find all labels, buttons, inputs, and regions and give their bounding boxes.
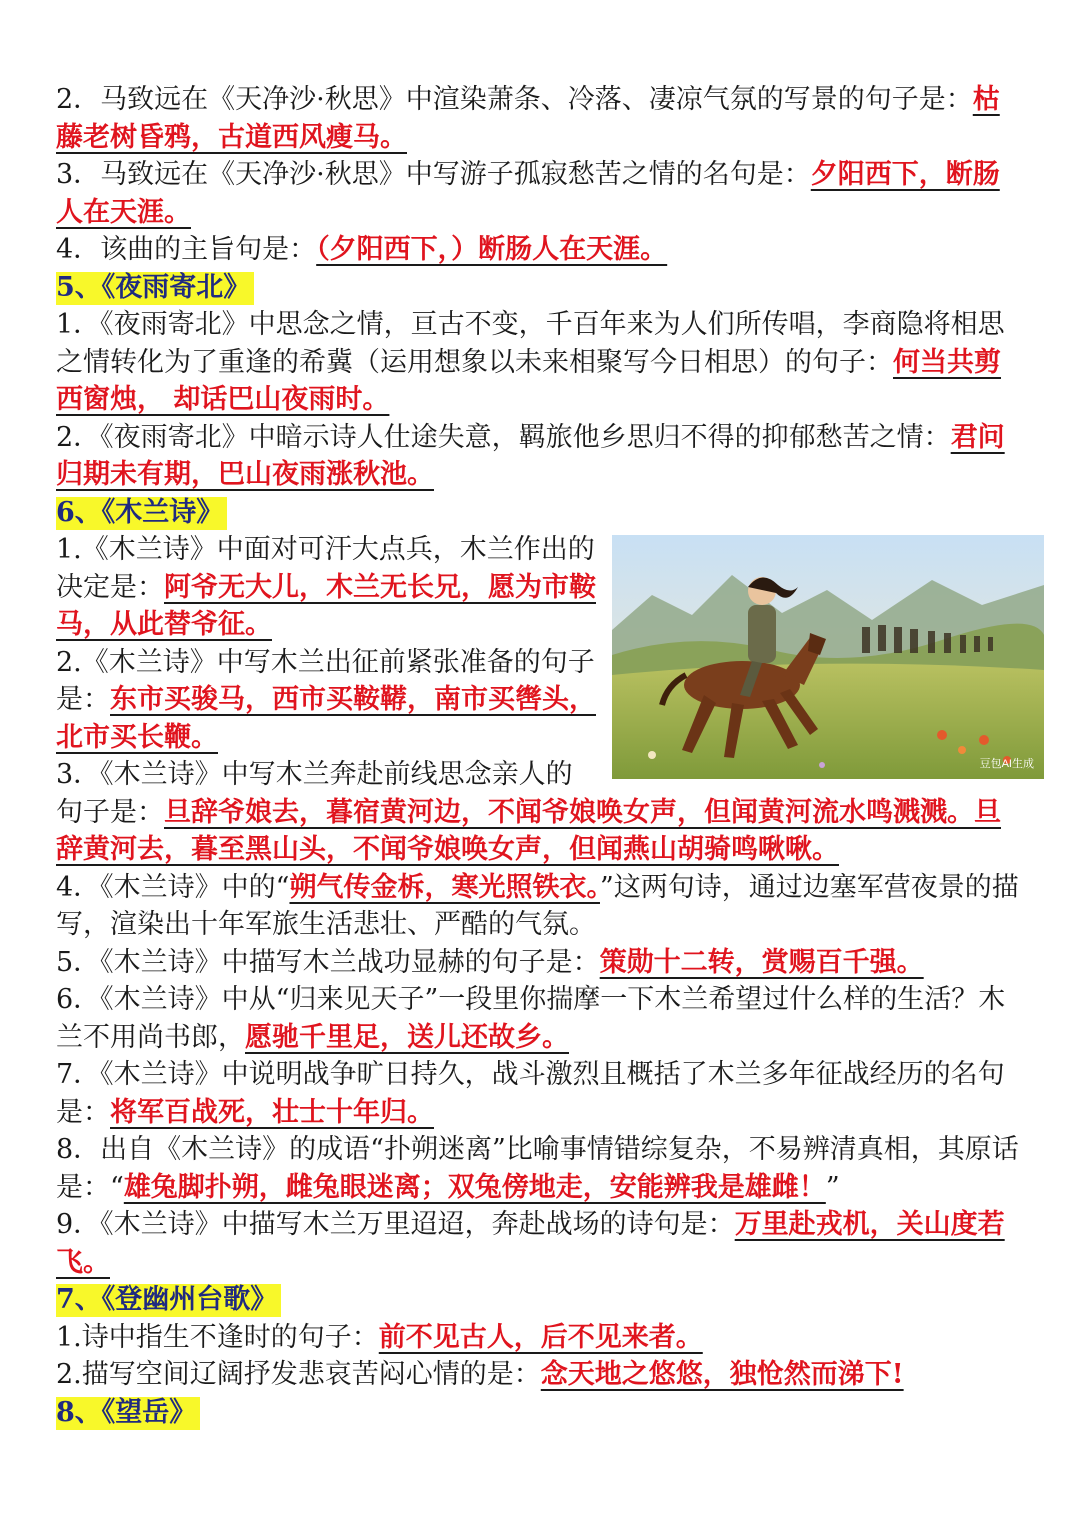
question-item (56, 1319, 1024, 1357)
answer-text: 策勋十二转，赏赐百千强。 (599, 946, 924, 978)
question-item (56, 1131, 1024, 1206)
question-text: 8．出自《木兰诗》的成语“扑朔迷离”比喻事情错综复杂，不易辨清真相，其原话是：“ (56, 1134, 1019, 1203)
answer-text: 雄兔脚扑朔，雌兔眼迷离；双兔傍地走，安能辨我是雄雌！ (123, 1171, 826, 1203)
question-item (56, 306, 1024, 419)
question-text: 1.诗中指生不逢时的句子： (56, 1321, 379, 1353)
question-item (56, 1206, 1024, 1281)
section-heading (56, 494, 1024, 532)
question-item (56, 981, 1024, 1056)
question-item (56, 944, 1024, 982)
section-heading-text: 6、《木兰诗》 (56, 497, 227, 530)
question-text: 1．《夜雨寄北》中思念之情，亘古不变，千百年来为人们所传唱，李商隐将相思之情转化为了重逢的希冀（运用想象以未来相聚写今日相思）的句子： (56, 309, 1005, 378)
section-heading-text: 7、《登幽州台歌》 (56, 1284, 281, 1317)
answer-text: 阿爷无大儿，木兰无长兄，愿为市鞍马，从此替爷征。 (56, 571, 596, 640)
question-text: ”这两句诗，通过边塞军营夜景的描写，渲染出十年军旅生活悲壮、严酷的气氛。 (56, 871, 1019, 940)
question-text: 7．《木兰诗》中说明战争旷日持久，战斗激烈且概括了木兰多年征战经历的名句是： (56, 1059, 1005, 1128)
question-text: 6．《木兰诗》中从“归来见天子”一段里你揣摩一下木兰希望过什么样的生活？木兰不用尚书郎， (56, 984, 1006, 1053)
question-text: 9．《木兰诗》中描写木兰万里迢迢，奔赴战场的诗句是： (56, 1209, 735, 1240)
answer-text: 东市买骏马，西市买鞍鞯，南市买辔头，北市买长鞭。 (56, 684, 596, 753)
question-text: 1.《木兰诗》中面对可汗大点兵，木兰作出的决定是： (56, 534, 595, 603)
question-text: 3．马致远在《天净沙·秋思》中写游子孤寂愁苦之情的名句是： (56, 159, 811, 190)
question-item (56, 1056, 1024, 1131)
section-heading (56, 1281, 1024, 1319)
document-page (0, 81, 1080, 1537)
question-item (56, 1356, 1024, 1394)
section-heading (56, 1394, 1024, 1432)
answer-text: 愿驰千里足，送儿还故乡。 (245, 1021, 569, 1053)
question-item (56, 419, 1024, 494)
answer-text: 念天地之悠悠，独怆然而涕下! (540, 1359, 904, 1390)
question-item (56, 156, 1024, 231)
question-text: ” (825, 1171, 840, 1203)
section-heading-text: 5、《夜雨寄北》 (56, 272, 254, 305)
answer-text: （夕阳西下，）断肠人在天涯。 (316, 234, 668, 265)
watermark: 豆包AI生成 (979, 758, 1034, 770)
question-text: 4．《木兰诗》中的“ (56, 871, 290, 903)
answer-text: 夕阳西下，断肠人在天涯。 (56, 159, 1000, 228)
mulan-illustration (612, 535, 1044, 779)
answer-text: 何当共剪西窗烛， 却话巴山夜雨时。 (56, 346, 1001, 415)
question-text: 2．马致远在《天净沙·秋思》中渲染萧条、冷落、凄凉气氛的写景的句子是： (56, 84, 973, 115)
question-text: 4．该曲的主旨句是： (56, 234, 317, 265)
answer-text: 朔气传金柝，寒光照铁衣。 (289, 871, 600, 903)
answer-text: 君问归期未有期，巴山夜雨涨秋池。 (56, 421, 1005, 490)
section-heading-text: 8、《望岳》 (56, 1397, 200, 1430)
answer-text: 万里赴戎机，关山度若飞。 (56, 1209, 1005, 1278)
answer-text: 旦辞爷娘去，暮宿黄河边，不闻爷娘唤女声，但闻黄河流水鸣溅溅。旦辞黄河去，暮至黑山头，不闻爷娘唤女声，但闻燕山胡骑鸣啾啾。 (56, 796, 1001, 865)
question-text: 2．《夜雨寄北》中暗示诗人仕途失意，羁旅他乡思归不得的抑郁愁苦之情： (56, 421, 951, 453)
question-item (56, 81, 1024, 156)
question-item (56, 231, 1024, 269)
question-item (56, 869, 1024, 944)
question-text: 2.描写空间辽阔抒发悲哀苦闷心情的是： (56, 1359, 541, 1390)
section-heading (56, 269, 1024, 307)
answer-text: 前不见古人，后不见来者。 (378, 1321, 703, 1353)
question-text: 3．《木兰诗》中写木兰奔赴前线思念亲人的句子是： (56, 759, 573, 828)
question-text: 2.《木兰诗》中写木兰出征前紧张准备的句子是： (56, 646, 595, 715)
answer-text: 枯藤老树昏鸦，古道西风瘦马。 (56, 84, 1000, 153)
question-text: 5．《木兰诗》中描写木兰战功显赫的句子是： (56, 946, 600, 978)
answer-text: 将军百战死，壮士十年归。 (110, 1096, 434, 1128)
